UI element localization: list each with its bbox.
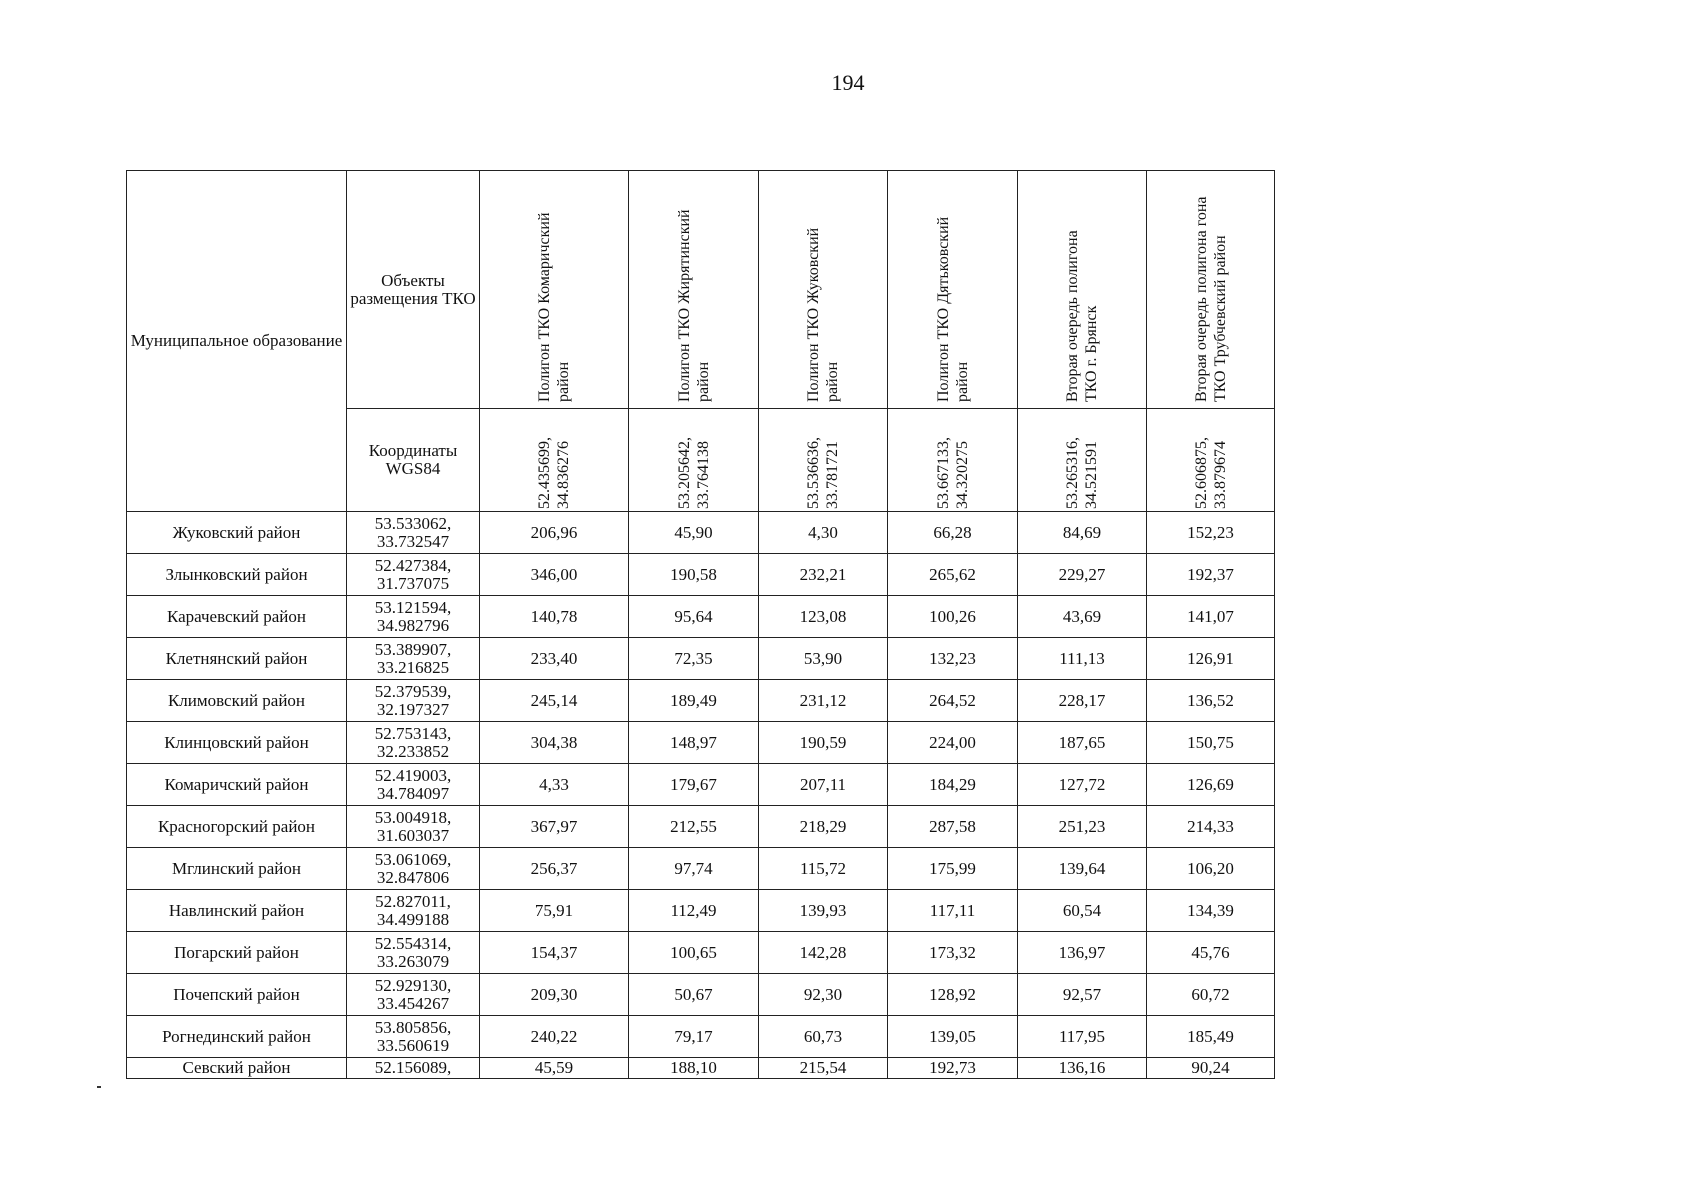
municipality-name: Навлинский район: [127, 890, 347, 932]
distance-value: 214,33: [1147, 806, 1275, 848]
table-row: [127, 722, 1275, 764]
distance-value: 206,96: [480, 512, 629, 554]
distance-value: 141,07: [1147, 596, 1275, 638]
municipality-coordinates: 52.156089,: [347, 1058, 480, 1079]
table-row: [127, 848, 1275, 890]
distance-value: 173,32: [888, 932, 1018, 974]
municipality-name: Карачевский район: [127, 596, 347, 638]
distance-value: 92,30: [759, 974, 888, 1016]
distance-value: 117,11: [888, 890, 1018, 932]
distance-value: 215,54: [759, 1058, 888, 1079]
distance-value: 100,26: [888, 596, 1018, 638]
distance-value: 229,27: [1018, 554, 1147, 596]
distance-value: 4,30: [759, 512, 888, 554]
distance-value: 150,75: [1147, 722, 1275, 764]
municipality-name: Клинцовский район: [127, 722, 347, 764]
distance-value: 190,58: [629, 554, 759, 596]
distance-value: 154,37: [480, 932, 629, 974]
municipality-name: Клетнянский район: [127, 638, 347, 680]
distance-value: 224,00: [888, 722, 1018, 764]
table-row: [127, 512, 1275, 554]
distance-value: 111,13: [1018, 638, 1147, 680]
destination-coordinates: 53.667133, 34.320275: [888, 409, 1018, 512]
distance-value: 264,52: [888, 680, 1018, 722]
distance-value: 60,73: [759, 1016, 888, 1058]
distance-value: 136,97: [1018, 932, 1147, 974]
distance-value: 126,91: [1147, 638, 1275, 680]
municipality-coordinates: 53.121594, 34.982796: [347, 596, 480, 638]
distance-value: 179,67: [629, 764, 759, 806]
distance-value: 184,29: [888, 764, 1018, 806]
distance-value: 346,00: [480, 554, 629, 596]
distance-value: 185,49: [1147, 1016, 1275, 1058]
distance-value: 140,78: [480, 596, 629, 638]
coordinates-header: Координаты WGS84: [347, 409, 480, 512]
distance-value: 287,58: [888, 806, 1018, 848]
distance-value: 106,20: [1147, 848, 1275, 890]
distance-value: 192,73: [888, 1058, 1018, 1079]
table-row: [127, 638, 1275, 680]
distance-value: 265,62: [888, 554, 1018, 596]
distance-value: 231,12: [759, 680, 888, 722]
distance-value: 79,17: [629, 1016, 759, 1058]
distance-value: 233,40: [480, 638, 629, 680]
municipality-name: Мглинский район: [127, 848, 347, 890]
distance-value: 4,33: [480, 764, 629, 806]
distance-value: 45,90: [629, 512, 759, 554]
distance-value: 136,16: [1018, 1058, 1147, 1079]
destination-coordinates: 53.265316, 34.521591: [1018, 409, 1147, 512]
distance-value: 175,99: [888, 848, 1018, 890]
distance-value: 245,14: [480, 680, 629, 722]
distance-value: 97,74: [629, 848, 759, 890]
distance-value: 134,39: [1147, 890, 1275, 932]
distance-value: 240,22: [480, 1016, 629, 1058]
municipality-coordinates: 52.379539, 32.197327: [347, 680, 480, 722]
destination-header: Полигон ТКО Комаричский район: [480, 171, 629, 409]
table-row: [127, 596, 1275, 638]
distance-value: 139,64: [1018, 848, 1147, 890]
distance-value: 189,49: [629, 680, 759, 722]
distance-value: 139,05: [888, 1016, 1018, 1058]
municipality-coordinates: 53.389907, 33.216825: [347, 638, 480, 680]
municipality-header: Муниципальное образование: [127, 171, 347, 512]
destination-coordinates: 52.435699, 34.836276: [480, 409, 629, 512]
distance-value: 60,72: [1147, 974, 1275, 1016]
municipality-name: Рогнединский район: [127, 1016, 347, 1058]
table-row: [127, 806, 1275, 848]
distance-value: 212,55: [629, 806, 759, 848]
municipality-coordinates: 52.929130, 33.454267: [347, 974, 480, 1016]
distance-value: 53,90: [759, 638, 888, 680]
distance-value: 232,21: [759, 554, 888, 596]
distance-value: 72,35: [629, 638, 759, 680]
page-number: 194: [831, 70, 865, 95]
distance-value: 75,91: [480, 890, 629, 932]
distance-value: 126,69: [1147, 764, 1275, 806]
distance-value: 123,08: [759, 596, 888, 638]
distance-value: 84,69: [1018, 512, 1147, 554]
destination-coordinates: 53.205642, 33.764138: [629, 409, 759, 512]
municipality-name: Севский район: [127, 1058, 347, 1079]
distance-value: 60,54: [1018, 890, 1147, 932]
municipality-name: Погарский район: [127, 932, 347, 974]
municipality-coordinates: 52.554314, 33.263079: [347, 932, 480, 974]
municipality-name: Комаричский район: [127, 764, 347, 806]
destination-coordinates: 52.606875, 33.879674: [1147, 409, 1275, 512]
municipality-coordinates: 53.533062, 33.732547: [347, 512, 480, 554]
destination-header: Вторая очередь полигона ТКО г. Брянск: [1018, 171, 1147, 409]
table-row: [127, 974, 1275, 1016]
distance-value: 92,57: [1018, 974, 1147, 1016]
municipality-coordinates: 53.004918, 31.603037: [347, 806, 480, 848]
stray-mark: [97, 1086, 101, 1088]
table-row: [127, 1016, 1275, 1058]
distance-value: 207,11: [759, 764, 888, 806]
distance-value: 304,38: [480, 722, 629, 764]
distance-value: 256,37: [480, 848, 629, 890]
distance-value: 187,65: [1018, 722, 1147, 764]
municipality-coordinates: 52.427384, 31.737075: [347, 554, 480, 596]
table-row: [127, 680, 1275, 722]
distance-value: 218,29: [759, 806, 888, 848]
destination-header: Полигон ТКО Жирятинский район: [629, 171, 759, 409]
municipality-name: Злынковский район: [127, 554, 347, 596]
table-row: [127, 764, 1275, 806]
distance-value: 45,76: [1147, 932, 1275, 974]
destination-header: Полигон ТКО Жуковский район: [759, 171, 888, 409]
destination-header: Вторая очередь полигона гона ТКО Трубчевский район: [1147, 171, 1275, 409]
table-row: [127, 890, 1275, 932]
municipality-coordinates: 52.827011, 34.499188: [347, 890, 480, 932]
distance-value: 188,10: [629, 1058, 759, 1079]
distance-value: 95,64: [629, 596, 759, 638]
distance-value: 45,59: [480, 1058, 629, 1079]
distance-value: 152,23: [1147, 512, 1275, 554]
distance-value: 127,72: [1018, 764, 1147, 806]
distance-value: 117,95: [1018, 1016, 1147, 1058]
table-row: [127, 554, 1275, 596]
municipality-coordinates: 53.061069, 32.847806: [347, 848, 480, 890]
table-row: [127, 1058, 1275, 1079]
distance-value: 50,67: [629, 974, 759, 1016]
distance-value: 190,59: [759, 722, 888, 764]
distance-value: 128,92: [888, 974, 1018, 1016]
municipality-name: Красногорский район: [127, 806, 347, 848]
municipality-name: Климовский район: [127, 680, 347, 722]
destination-coordinates: 53.536636, 33.781721: [759, 409, 888, 512]
distance-value: 139,93: [759, 890, 888, 932]
objects-header: Объекты размещения ТКО: [347, 171, 480, 409]
distance-value: 112,49: [629, 890, 759, 932]
municipality-name: Почепский район: [127, 974, 347, 1016]
distance-value: 148,97: [629, 722, 759, 764]
distance-value: 209,30: [480, 974, 629, 1016]
distance-table: [126, 170, 1275, 1079]
distance-value: 66,28: [888, 512, 1018, 554]
distance-value: 43,69: [1018, 596, 1147, 638]
municipality-name: Жуковский район: [127, 512, 347, 554]
municipality-coordinates: 52.419003, 34.784097: [347, 764, 480, 806]
distance-value: 192,37: [1147, 554, 1275, 596]
distance-value: 115,72: [759, 848, 888, 890]
distance-value: 100,65: [629, 932, 759, 974]
municipality-coordinates: 52.753143, 32.233852: [347, 722, 480, 764]
destination-header: Полигон ТКО Дятьковский район: [888, 171, 1018, 409]
table-row: [127, 932, 1275, 974]
distance-value: 142,28: [759, 932, 888, 974]
municipality-coordinates: 53.805856, 33.560619: [347, 1016, 480, 1058]
distance-value: 228,17: [1018, 680, 1147, 722]
distance-value: 90,24: [1147, 1058, 1275, 1079]
distance-value: 367,97: [480, 806, 629, 848]
distance-value: 136,52: [1147, 680, 1275, 722]
distance-value: 132,23: [888, 638, 1018, 680]
distance-value: 251,23: [1018, 806, 1147, 848]
